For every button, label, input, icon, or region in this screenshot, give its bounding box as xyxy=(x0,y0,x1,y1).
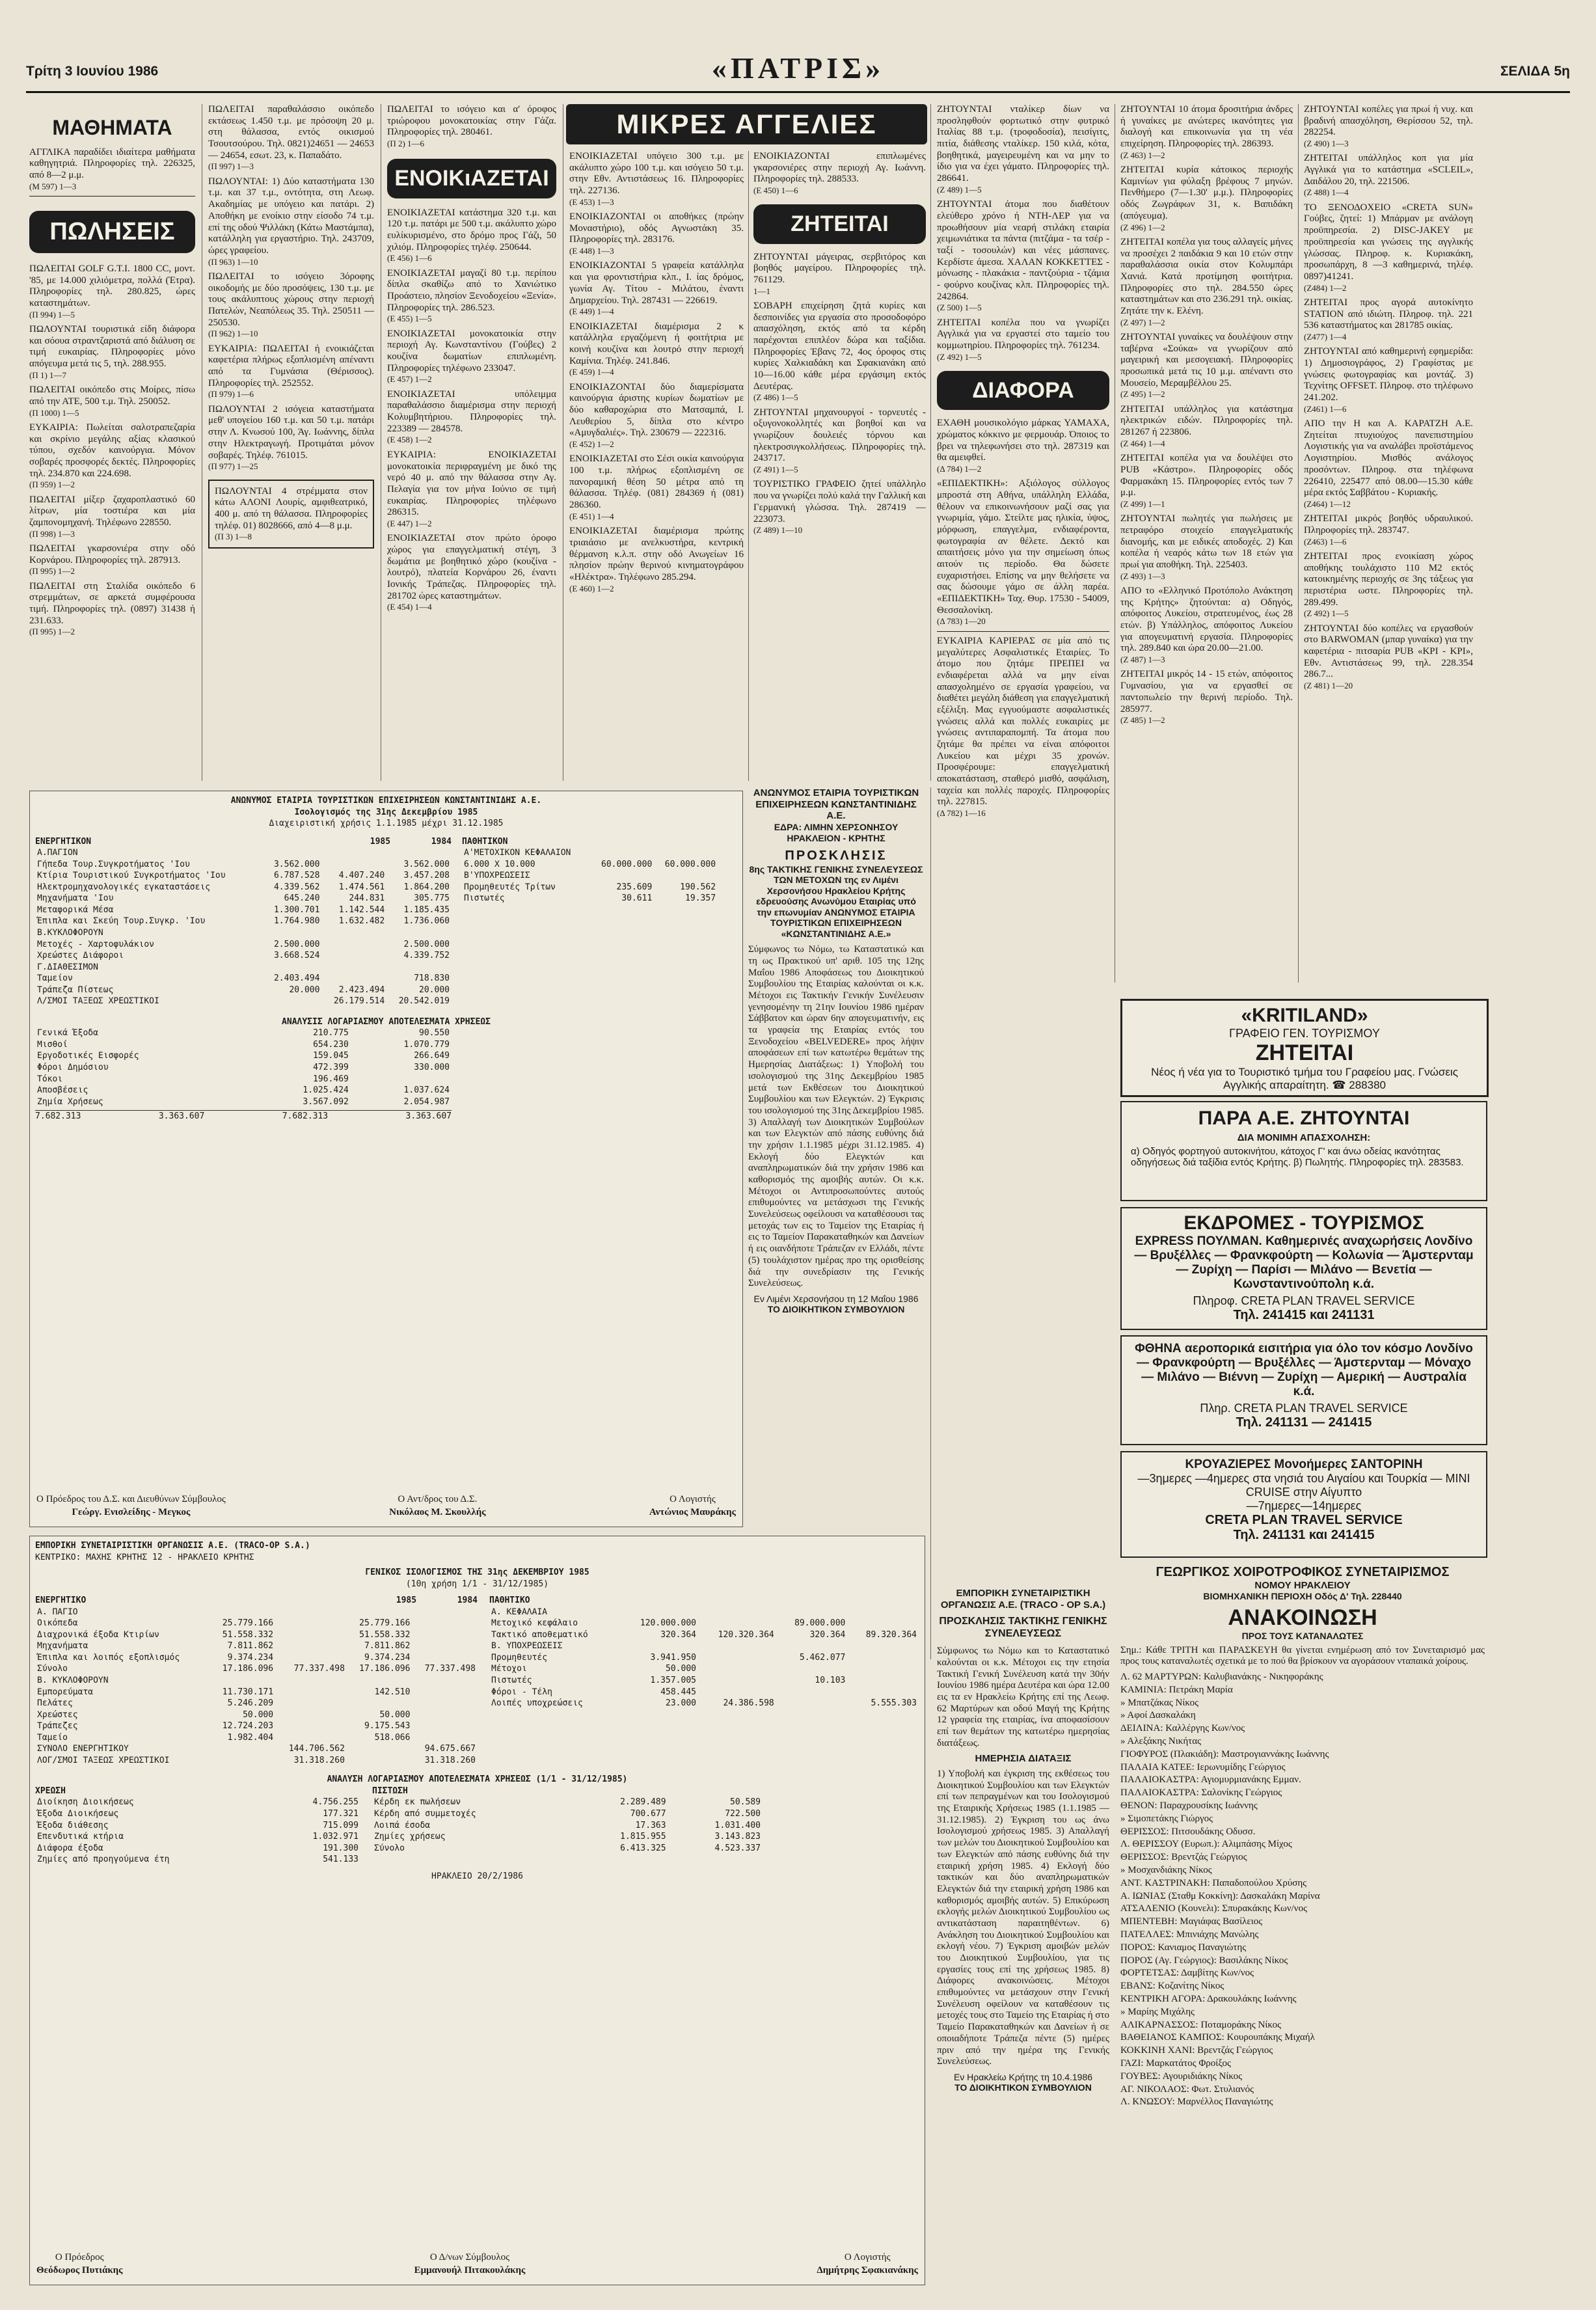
table-row: ΣΥΝΟΛΟ ΕΝΕΡΓΗΤΙΚΟΥ 144.706.562 94.675.667 xyxy=(37,1744,476,1754)
table-row: Γ.ΔΙΑΘΕΣΙΜΟΝ xyxy=(37,962,98,972)
list-item: ΠΑΛΑΙΑ ΚΑΤΕΕ: Ιερωνυμίδης Γεώργιος xyxy=(1120,1761,1286,1773)
classified-ad: ΕΝΟΙΚΙΑΖΕΤΑΙ μαγαζί 80 τ.μ. περίπου δίπλα σκαθίζω από το Χανιώτικο Προάστειο, πλησίον Ξενοδοχείου «Ξενία». Πληροφορίες τηλ. 286.523. (Ε 455) 1—5 xyxy=(387,267,556,324)
list-item: ΠΟΡΟΣ (Αγ. Γεώργιος): Βασιλάκης Νίκος xyxy=(1120,1955,1288,1966)
table-row: Σύνολο 6.413.325 4.523.337 xyxy=(374,1843,761,1853)
table-row: Σύνολο 17.186.096 77.337.498 17.186.096 77.337.498 xyxy=(37,1664,476,1674)
table-row: Έξοδα διάθεσης 715.099 xyxy=(37,1820,358,1830)
georgikos-announcement: ΓΕΩΡΓΙΚΟΣ ΧΟΙΡΟΤΡΟΦΙΚΟΣ ΣΥΝΕΤΑΙΡΙΣΜΟΣ ΝΟΜΟΥ ΗΡΑΚΛΕΙΟΥ ΒΙΟΜΗΧΑΝΙΚΗ ΠΕΡΙΟΧΗ Οδός Δ' Τηλ. 228440 ΑΝΑΚΟΙΝΩΣΗ ΠΡΟΣ ΤΟΥΣ ΚΑΤΑΝΑΛΩΤΕΣ Σημ.: Κάθε ΤΡΙΤΗ και ΠΑΡΑΣΚΕΥΗ θα γίνεται ενημέρωση από τον Συνεταιρισμό μας προς τους καταναλωτές σχετικά με το πού θα βρίσκουν να αγοράσουν νταπαικά χοίρους. Λ. 62 ΜΑΡΤΥΡΩΝ: Καλυβιανάκης - Νικηφοράκης ΚΑΜΙΝΙΑ: Πετράκη Μαρία » Μπατζάκας Νίκος » Αφοί Δασκαλάκη ΔΕΙΛΙΝΑ: Καλλέργης Κων/νος » Αλεξάκης Νικήτας ΓΙΟΦΥΡΟΣ (Πλακιάδη): Μαστρογιαννάκης Ιωάννης ΠΑΛΑΙΑ ΚΑΤΕΕ: Ιερωνυμίδης Γεώργιος ΠΑΛΑΙΟΚΑΣΤΡΑ: Αγιομυρμιανάκης Εμμαν. ΠΑΛΑΙΟΚΑΣΤΡΑ: Σαλονίκης Γεώργιος ΘΕΝΟΝ: Παραχρουσίκης Ιωάννης » Σιμοπετάκης Γιώργος ΘΕΡΙΣΣΟΣ: Πιτσουδάκης Οδυσσ. Λ. ΘΕΡΙΣΣΟΥ (Ευρωπ.): Αλιμπάσης Μίχος ΘΕΡΙΣΣΟΣ: Βρεντζάς Γεώργιος » Μοσχανδιάκης Νίκος ΑΝΤ. ΚΑΣΤΡΙΝΑΚΗ: Παπαδοπούλου Χρύσης Α. ΙΩΝΙΑΣ (Σταθμ Κοκκίνη): Δασκαλάκη Μαρίνα ΑΤΣΑΛΕΝΙΟ (Κουνελι): Σπυρακάκης Κων/νος ΜΠΕΝΤΕΒΗ: Μαγιάφας Βασίλειος ΠΑΤΕΛΛΕΣ: Μπινιάχης Μανώλης ΠΟΡΟΣ: Κανιαμος Παναγιώτης ΠΟΡΟΣ (Αγ. Γεώργιος): Βασιλάκης Νίκος ΦΟΡΤΕΤΣΑΣ: Δαμβίτης Κων/νος ΕΒΑΝΣ: Κοζανίτης Νίκος ΚΕΝΤΡΙΚΗ ΑΓΟΡΑ: Δρακουλάκης Ιωάννης » Μαρίης Μιχάλης ΑΛΙΚΑΡΝΑΣΣΟΣ: Ποταμοράκης Νίκος ΒΑΘΕΙΑΝΟΣ ΚΑΜΠΟΣ: Κουρουπάκης Μιχαήλ ΚΟΚΚΙΝΗ ΧΑΝΙ: Βρεντζάς Γεώργιος ΓΑΖΙ: Μαρκατάτος Φροίξος ΓΟΥΒΕΣ: Αγουριδιάκης Νίκος ΑΓ. ΝΙΚΟΛΑΟΣ: Φωτ. Στυλιανός Λ. ΚΝΩΣΟΥ: Μαρνέλλος Παναγιώτης xyxy=(1120,1565,1485,2281)
table-row: Β'ΥΠΟΧΡΕΩΣΕΙΣ xyxy=(464,871,530,881)
classified-ad: ΖΗΤΕΙΤΑΙ κοπέλα για τους αλλαγείς μήνες να προσέχει 2 παιδάκια 9 και 10 ετών στην παραθαλάσσια οικία στον Κολυμπάρι Χανιά. Κατά προτίμηση φοιτήτρια. Πληροφορίες στο τηλ. 284.550 ώρες καταστημάτων και στο 236.291 τηλ. οικίας. Ζητάτε την κ. Ελένη. (Ζ 497) 1—2 xyxy=(1120,236,1293,327)
list-item: Λ. 62 ΜΑΡΤΥΡΩΝ: Καλυβιανάκης - Νικηφοράκης xyxy=(1120,1672,1323,1682)
classified-ad: ΠΩΛΕΙΤΑΙ γκαρσονιέρα στην οδό Κορνάρου. Πληροφορίες τηλ. 287913. (Π 995) 1—2 xyxy=(29,543,195,577)
diafora-ad-list xyxy=(937,418,1109,627)
list-item: » Αλεξάκης Νικήτας xyxy=(1120,1735,1202,1746)
classified-ad: ΠΩΛΕΙΤΑΙ GOLF G.T.I. 1800 CC, μοντ. '85, με 14.000 χιλιόμετρα, πολλά (Έτρα). Πληροφορίες τηλ. 280.825, ώρες καταστημάτων. (Π 994) 1—5 xyxy=(29,263,195,319)
classified-ad: ΤΟ ΞΕΝΟΔΟΧΕΙΟ «CRETA SUN» Γούβες, ζητεί: 1) Μπάρμαν με ανάλογη προϋπηρεσία. 2) DISC-JAKEY με προϋπηρεσία και γνώσεις της αγγλικής γλώσσας. Πληροφ. κ. Κυριακάκη, προσωπάρχη, 8 —3 καθημερινά, τηλέφ. 0897)41241. (Ζ484) 1—2 xyxy=(1304,202,1473,293)
classified-ad: ΖΗΤΟΥΝΤΑΙ νταλίκερ δίων να προσληφθούν φορτωτικό στην φυτρικό Ιταλίας 88 τ.μ. (τροφοδοσία), πεισίγιτς, πιτία, διάθεσης νταλίκερ. 150 κιλά, κότα, βοηθητικά, μαγειρευμένη και να μην το ίδιο για να έχει γάματο. Πληροφορίες τηλ. 286641. (Ζ 489) 1—5 xyxy=(937,104,1109,195)
table-row: Γενικά Έξοδα 210.775 90.550 xyxy=(37,1028,450,1039)
table-row: Β. ΚΥΚΛΟΦΟΡΟΥΝ xyxy=(37,1676,109,1686)
col8-ad-list xyxy=(1304,104,1473,690)
table-row: Γήπεδα Τουρ.Συγκροτήματος 'Ιου 3.562.000 3.562.000 xyxy=(37,859,450,869)
list-item: ΓΑΖΙ: Μαρκατάτος Φροίξος xyxy=(1120,2058,1231,2069)
classified-ad: ΕΝΟΙΚΙΑΖΟΝΤΑΙ δύο διαμερίσματα καινούργια άριστης κυρίων δωματίων με δύο καθαροχώρια στο Ματσαμπά, Ι. Λευθερίου 5, δίπλα στο κέντρο «Αμυγδαλιές». Τηλ. 230679 — 222316. (Ε 452) 1—2 xyxy=(569,381,744,450)
table-row: Ζημίες από προηγούμενα έτη 541.133 xyxy=(37,1855,358,1865)
table-row: Μετοχές - Χαρτοφυλάκιον 2.500.000 2.500.000 xyxy=(37,939,450,949)
classified-ad: ΕΝΟΙΚΙΑΖΕΤΑΙ στον πρώτο όροφο χώρος για επαγγελματική στέγη, 3 δωμάτια με βοηθητικό χώρο (κουζίνα - λουτρό), πλατεία Κορνάρου 26, έναντι Ιονικής Τράπεζας. Πληροφορίες τηλ. 281702 ώρες καταστημάτων. (Ε 454) 1—4 xyxy=(387,533,556,612)
classified-ad: ΖΗΤΟΥΝΤΑΙ πωλητές για πωλήσεις με πετραφόρο στοιχείο επαγγελματικής διανομής, και με ειδικές αποδοχές. 2) Και κοπέλα ή νεαρός κάτω των 18 ετών για πρωί για αποθήκη. Τηλ. 225403. (Ζ 493) 1—3 xyxy=(1120,513,1293,581)
list-item: ΑΓ. ΝΙΚΟΛΑΟΣ: Φωτ. Στυλιανός xyxy=(1120,2084,1254,2095)
list-item: ΜΠΕΝΤΕΒΗ: Μαγιάφας Βασίλειος xyxy=(1120,1916,1263,1927)
col6-ad-list xyxy=(937,104,1109,362)
list-item: ΘΕΝΟΝ: Παραχρουσίκης Ιωάννης xyxy=(1120,1800,1258,1811)
ekdromes-ad: ΕΚΔΡΟΜΕΣ - ΤΟΥΡΙΣΜΟΣ EXPRESS ΠΟΥΛΜΑΝ. Καθημερινές αναχωρήσεις Λονδίνο — Βρυξέλλες — Φρανκφούρτη — Κολωνία — Άμστερνταμ — Ζυρίχη — Παρίσι — Μιλάνο — Βενετία — Κωνσταντινούπολη κ.ά. Πληροφ. CRETA PLAN TRAVEL SERVICE Τηλ. 241415 και 241131 xyxy=(1120,1207,1487,1330)
classified-ad: ΕΝΟΙΚΙΑΖΕΤΑΙ υπόγειο 300 τ.μ. με ακάλυπτο χώρο 100 τ.μ. και ισόγειο 50 τ.μ. στην Εθν. Αντιστάσεως 16. Πληροφορίες τηλ. 227136. (Ε 453) 1—3 xyxy=(569,151,744,207)
classified-ad: ΖΗΤΕΙΤΑΙ μικρός βοηθός υδραυλικού. Πληροφορίες τηλ. 283747. (Ζ463) 1—6 xyxy=(1304,513,1473,547)
signatures: Ο Πρόεδρος Θεόδωρος Πυτιάκης Ο Δ/νων Σύμβουλος Εμμανουήλ Πιτακουλάκης Ο Λογιστής Δημήτρης Σφακιανάκης xyxy=(36,2251,918,2276)
table-row: Ταμείο 1.982.404 518.066 xyxy=(37,1732,411,1743)
total: 3.363.607 xyxy=(405,1111,452,1122)
boxed-ad: ΠΩΛΟΥΝΤΑΙ 4 στρέμματα στον κάτω ΑΛΟΝΙ Λουρίς, αμφιθεατρικό, 400 μ. από τη θάλασσα. Πληροφορίες τηλέφ. 01) 8028666, από 4—8 μ.μ. (Π 3) 1—8 xyxy=(208,480,374,549)
table-row: Τράπεζες 12.724.203 9.175.543 xyxy=(37,1721,411,1732)
classified-ad: ΖΗΤΕΙΤΑΙ κυρία κάτοικος περιοχής Καμινίων για φύλαξη βρέφους 7 μηνών. Πενθήμερο (7—1.30' μ.μ.). Πληροφορίες οδός Ζωγράφων 31, κ. Βαπιδάκη (απόγευμα). (Ζ 496) 1—2 xyxy=(1120,165,1293,232)
list-item: ΘΕΡΙΣΣΟΣ: Πιτσουδάκης Οδυσσ. xyxy=(1120,1826,1256,1837)
list-item: ΓΟΥΒΕΣ: Αγουριδιάκης Νίκος xyxy=(1120,2071,1243,2082)
classified-ad: ΠΩΛΟΥΝΤΑΙ τουριστικά είδη διάφορα και σόουα στραντζαριστά από διάλυση σε τιμή ευκαιρίας. Πληροφορίες μόνο απόγευμα μετά τις 5, τηλ. 288.955. (Π 1) 1—7 xyxy=(29,324,195,380)
table-row: ΛΟΓ/ΣΜΟΙ ΤΑΞΕΩΣ ΧΡΕΩΣΤΙΚΟΙ 31.318.260 31.318.260 xyxy=(37,1755,476,1765)
column-8 xyxy=(1304,104,1473,983)
krouazieres-ad: ΚΡΟΥΑΖΙΕΡΕΣ Μονοήμερες ΣΑΝΤΟΡΙΝΗ —3ημερες —4ημερες στα νησιά του Αιγαίου και Τουρκία — MINI CRUISE στην Αίγυπτο —7ημερες—14ημερες CRETA PLAN TRAVEL SERVICE Τηλ. 241131 και 241415 xyxy=(1120,1451,1487,1558)
table-row: Διαχρονικά έξοδα Κτιρίων 51.558.332 51.558.332 xyxy=(37,1629,411,1640)
table-row: Μέτοχοι 50.000 xyxy=(491,1664,696,1674)
table-row: Έπιπλα και Σκεύη Τουρ.Συγκρ. 'Ιου 1.764.980 1.632.482 1.736.060 xyxy=(37,916,450,927)
fthina-ad: ΦΘΗΝΑ αεροπορικά εισιτήρια για όλο τον κόσμο Λονδίνο — Φρανκφούρτη — Βρυξέλλες — Άμστερνταμ — Μόναχο — Μιλάνο — Βιέννη — Ζυρίχη — Αμερική — Αυστραλία κ.ά. Πληρ. CRETA PLAN TRAVEL SERVICE Τηλ. 241131 — 241415 xyxy=(1120,1335,1487,1445)
list-item: ΠΑΛΑΙΟΚΑΣΤΡΑ: Αγιομυρμιανάκης Εμμαν. xyxy=(1120,1774,1301,1786)
list-item: ΠΑΤΕΛΛΕΣ: Μπινιάχης Μανώλης xyxy=(1120,1929,1259,1940)
classified-ad: ΖΗΤΕΙΤΑΙ υπάλληλος κοπ για μία Αγγλικά για το κατάστημα «SCLEIL», Δαιδάλου 20, τηλ. 221506. (Ζ 488) 1—4 xyxy=(1304,153,1473,198)
traco-invitation: ΕΜΠΟΡΙΚΗ ΣΥΝΕΤΑΙΡΙΣΤΙΚΗ ΟΡΓΑΝΩΣΙΣ Α.Ε. (TRACO - OP S.A.) ΠΡΟΣΚΛΗΣΙΣ ΤΑΚΤΙΚΗΣ ΓΕΝΙΚΗΣ ΣΥΝΕΛΕΥΣΕΩΣ Σύμφωνος τω Νόμω και το Καταστατικό καλούνται οι κ.κ. Μέτοχοι εις την ετησία Τακτική Γενική Συνέλευση κατά την 30ήν Ιουνίου 1986 ημέρα Δευτέρα και ώρα 12.00 εις τα εν Ηρακλείω Κρήτης επί της Λεωφ. 62 Μαρτύρων και οδού Μαγή της Κρήτης 12 γραφεία της εταιρίας, ίνα αποφασίσουν επί των θεμάτων της κατωτέρω ημερησίας διατάξεως. ΗΜΕΡΗΣΙΑ ΔΙΑΤΑΞΙΣ 1) Υποβολή και έγκριση της εκθέσεως του Διοικητικού Συμβουλίου και των Ελεγκτών επί των πεπραγμένων και του Ισολογισμού της Εταιρικής Χρήσεως 1985 (1.1.1985 — 31.12.1985). 2) Έγκριση του ως άνω Ισολογισμού χρήσεως 1985. 3) Απαλλαγή των μελών του Διοικητικού Συμβουλίου και των Ελεγκτών από πάσης ευθύνης διά την εταιρική χρήση 1985. 4) Εκλογή δύο τακτικών και δύο αναπληρωματικών Ελεγκτών διά την εταιρική χρήση 1986 και καθορισμός αμοιβής αυτών. 5) Επικύρωση εκλογής μελών Διοικητικού Συμβουλίου ως αντικατάσταση παραιτηθέντων. 6) Ανάκληση του Διοικητικού Συμβουλίου και εκλογή νέου. 7) Έγκριση αμοιβών μελών του Διοικητικού Συμβουλίου, για τις εργασίες τους επί της χρήσεως 1985. 8) Διάφορες ανακοινώσεις. Μέτοχοι επιθυμούντες να μετάσχουν στην Γενική Συνέλευση οφείλουν να καταθέσουν τις μετοχές τους στο Ταμείο της Εταιρίας ή στο Ταμείο Παρακαταθηκών και Δανείων ή σε οποιαδήποτε Τράπεζα πέντε (5) ημέρες πριν από την ημέρα της Γενικής Συνελεύσεως. Εν Ηρακλείω Κρήτης τη 10.4.1986 ΤΟ ΔΙΟΙΚΗΤΙΚΟΝ ΣΥΜΒΟΥΛΙΟΝ xyxy=(937,1588,1109,2093)
total: 3.363.607 xyxy=(158,1111,205,1122)
table-row: Φόροι - Τέλη 458.445 xyxy=(491,1687,696,1697)
list-item: ΔΕΙΛΙΝΑ: Καλλέργης Κων/νος xyxy=(1120,1723,1245,1734)
zitei-ad-list xyxy=(753,252,926,536)
list-item: » Μοσχανδιάκης Νίκος xyxy=(1120,1864,1212,1875)
table-row: Πιστωτές 30.611 19.357 xyxy=(464,893,716,904)
list-item: ΒΑΘΕΙΑΝΟΣ ΚΑΜΠΟΣ: Κουρουπάκης Μιχαήλ xyxy=(1120,2032,1315,2043)
classified-ad: ΕΝΟΙΚΙΑΖΕΤΑΙ υπόλειμμα παραθαλάσσιο διαμέρισμα στην περιοχή Κολυμβητήριου. Πληροφορίες τηλ. 223389 — 284578. (Ε 458) 1—2 xyxy=(387,388,556,445)
classified-ad: ΕΝΟΙΚΙΑΖΕΤΑΙ διαμέρισμα 2 κ κατάλληλα εργαζόμενη ή φοιτήτρια με κοινή κουζίνα και λουτρό στην περιοχή Καμίνια. Τηλέφ. 241.846. (Ε 459) 1—4 xyxy=(569,321,744,377)
retailer-list xyxy=(1120,1671,1485,2109)
table-row: Μετοχικό κεφάλαιο 120.000.000 89.000.000 xyxy=(491,1618,846,1629)
list-item: Λ. ΚΝΩΣΟΥ: Μαρνέλλος Παναγιώτης xyxy=(1120,2097,1273,2108)
classified-ad: ΕΝΟΙΚΙΑΖΟΝΤΑΙ 5 γραφεία κατάλληλα και για φροντιστήρια κλπ., Ι. ίας δρόμος, γωνία Αγ. Τίτου - Μιλάτου, έναντι Δημαρχείου. Τηλ. 287431 — 226619. (Ε 449) 1—4 xyxy=(569,260,744,317)
classified-ad: ΠΩΛΕΙΤΑΙ μίξερ ζαχαροπλαστικό 60 λίτρων, μία τοστιέρα και μία ζαμπονομηχανή. Τηλέφωνο 228550. (Π 998) 1—3 xyxy=(29,494,195,539)
col7-ad-list xyxy=(1120,104,1293,726)
table-row: Αποσβέσεις 1.025.424 1.037.624 xyxy=(37,1085,450,1096)
list-item: ΓΙΟΦΥΡΟΣ (Πλακιάδη): Μαστρογιαννάκης Ιωάννης xyxy=(1120,1748,1329,1760)
kritiland-ad: «KRITILAND» ΓΡΑΦΕΙΟ ΓΕΝ. ΤΟΥΡΙΣΜΟΥ ΖΗΤΕΙΤΑΙ Νέος ή νέα για το Τουριστικό τμήμα του Γραφείου μας. Γνώσεις Αγγλικής απαραίτητη. ☎ 288380 xyxy=(1120,999,1489,1097)
table-row: Διοίκηση Διοικήσεως 4.756.255 xyxy=(37,1797,358,1808)
poliseis-title: ΠΩΛΗΣΕΙΣ xyxy=(29,211,195,253)
table-row: Χρεώστες Διάφοροι 3.668.524 4.339.752 xyxy=(37,951,450,961)
classified-ad: ΖΗΤΟΥΝΤΑΙ από καθημερινή εφημερίδα: 1) Δημοσιογράφος, 2) Γραφίστας με γνώσεις φωτογραφίας και μοντάζ. 3) Τεχνίτης OFFSET. Πληροφ. στο τηλέφωνο 241.202. (Ζ461) 1—6 xyxy=(1304,346,1473,414)
classified-ad: ΖΗΤΕΙΤΑΙ μικρός 14 - 15 ετών, απόφοιτος Γυμνασίου, για να εργασθεί σε παντοπωλείο την θερινή περίοδο. Τηλ. 285977. (Ζ 485) 1—2 xyxy=(1120,669,1293,726)
classified-ad: ΖΗΤΕΙΤΑΙ κοπέλα που να γνωρίζει Αγγλικά για να εργαστεί στο ταμείο του κομμωτηρίου. Πληροφορίες τηλ. 761234. (Ζ 492) 1—5 xyxy=(937,317,1109,362)
table-row: Ζημίες χρήσεως 1.815.955 3.143.823 xyxy=(374,1832,761,1842)
list-item: ΕΒΑΝΣ: Κοζανίτης Νίκος xyxy=(1120,1981,1224,1992)
classified-ad: ΠΩΛΟΥΝΤΑΙ: 1) Δύο καταστήματα 130 τ.μ. και 37 τ.μ., οντότητα, στη Λεωφ. Ακαδημίας με υπόγειο και πατάρι. 2) Αποθήκη με ενοίκιο στην είσοδο 74 τ.μ. επί της οδού Ψιλλάκη (Κάτω Μαστάμπα), κατάλληλη για εργαστήριο. Τηλ. 243709, ώρες γραφείου. (Π 963) 1—10 xyxy=(208,176,374,267)
table-row: Ζημία Χρήσεως 3.567.092 2.054.987 xyxy=(37,1096,450,1107)
table-row: Έξοδα Διοικήσεως 177.321 xyxy=(37,1809,358,1819)
list-item: ΦΟΡΤΕΤΣΑΣ: Δαμβίτης Κων/νος xyxy=(1120,1968,1254,1979)
column-3 xyxy=(387,104,556,781)
assets-table xyxy=(35,847,452,1007)
classified-ad: ΕΝΟΙΚΙΑΖΕΤΑΙ κατάστημα 320 τ.μ. και 120 τ.μ. πατάρι με 500 τ.μ. ακάλυπτο χώρο ευλίκυρισμένο, στο δρόμο προς Γάζι, 50 χιλιόμ. Πληροφορίες τηλέφ. 250644. (Ε 456) 1—6 xyxy=(387,207,556,264)
col1-ad-list xyxy=(29,264,195,637)
classified-ad: ΣΟΒΑΡΗ επιχείρηση ζητά κυρίες και δεσποινίδες για εργασία στο προσοδοφόρο απασχόληση, εκτός από τα κέρδη παρέχονται επιπλέον δώρα και ταξίδια. Πληροφορίες Έβανς 72, 4ος όροφος στις κυρίες Χαλκιαδάκη και Σφακιανάκη από 10—16.00 κάθε μέρα εργάσιμη εκτός Δευτέρας. (Ζ 486) 1—5 xyxy=(753,300,926,403)
classified-ad: ΖΗΤΕΙΤΑΙ προς αγορά αυτοκίνητο STATION από ιδιώτη. Πληροφ. τηλ. 221 536 καταστήματος και 281785 οικίας. (Ζ477) 1—4 xyxy=(1304,297,1473,342)
table-row: Φόροι Δημόσιου 472.399 330.000 xyxy=(37,1063,450,1073)
classified-ad: ΑΠΟ το «Ελληνικό Προτόπολο Ανάκτηση της Κρήτης» ζητούνται: α) Οδηγός, απόφοιτος Λυκείου, στρατευμένος, έως 28 ετών. β) Υπάλληλος, απόφοιτος Λυκείου για απογευματινή εργασία. Πληροφορίες τηλ. 289.840 και ώρα 20.00—21.00. (Ζ 487) 1—3 xyxy=(1120,585,1293,665)
income-table xyxy=(372,1797,763,1854)
table-row: Προμηθευτές 3.941.950 5.462.077 xyxy=(491,1652,846,1663)
column-5 xyxy=(753,151,926,781)
table-row: Α'ΜΕΤΟΧΙΚΟΝ ΚΕΦΑΛΑΙΟΝ xyxy=(464,848,571,858)
list-item: ΘΕΡΙΣΣΟΣ: Βρεντζάς Γεώργιος xyxy=(1120,1852,1247,1863)
classified-ad: ΖΗΤΕΙΤΑΙ υπάλληλος για κατάστημα ηλεκτρικών ειδών. Πληροφορίες τηλ. 281267 ή 223806. (Ζ 464) 1—4 xyxy=(1120,403,1293,448)
pl-table xyxy=(35,1027,452,1107)
classified-ad: ΑΓΓΛΙΚΑ παραδίδει ιδιαίτερα μαθήματα καθηγητριά. Πληροφορίες τηλ. 226325, από 8—2 μ.μ. (Μ 597) 1—3 xyxy=(29,146,195,191)
issue-date: Τρίτη 3 Ιουνίου 1986 xyxy=(26,64,159,79)
table-row: Λοιπές υποχρεώσεις 23.000 24.386.598 5.555.303 xyxy=(491,1698,917,1709)
list-item: » Μπατζάκας Νίκος xyxy=(1120,1697,1199,1708)
table-row: Τόκοι 196.469 xyxy=(37,1074,349,1084)
table-row: Α. ΚΕΦΑΛΑΙΑ xyxy=(491,1607,548,1617)
classified-ad: ΕΥΚΑΙΡΙΑ: Πωλείται σαλοτραπεζαρία και σκρίνιο μεγάλης αξίας κλασικού τύπου, σχεδόν καινούργια. Μόνον σοβαρές προσφορές δεκτές. Πληροφορίες τηλ. 234.870 και 224.698. (Π 959) 1—2 xyxy=(29,422,195,490)
assets-table xyxy=(35,1607,478,1767)
classified-ad: ΠΩΛΟΥΝΤΑΙ 2 ισόγεια καταστήματα μεθ' υπογείου 160 τ.μ. και 50 τ.μ. πατάρι στην Λ. Κνωσού 100, Άγ. Ιωάννης, δίπλα στην Ηλεκτραγωγή. Προτιμάται μόνον σοβαρές. Τηλέφ. 761015. (Π 977) 1—25 xyxy=(208,403,374,472)
table-row: Έπιπλα και λοιπός εξοπλισμός 9.374.234 9.374.234 xyxy=(37,1652,411,1663)
table-row: Ταμείον 2.403.494 718.830 xyxy=(37,973,450,984)
para-ae-ad: ΠΑΡΑ Α.Ε. ΖΗΤΟΥΝΤΑΙ ΔΙΑ ΜΟΝΙΜΗ ΑΠΑΣΧΟΛΗΣΗ: α) Οδηγός φορτηγού αυτοκινήτου, κάτοχος Γ' και άνω οδείας ικανότητας οδηγήσεως διά ταξίδια εντός Κρήτης. β) Πωλητής. Πληροφορίες τηλ. 283583. xyxy=(1120,1101,1487,1201)
classified-ad: ΕΝΟΙΚΙΑΖΕΤΑΙ διαμέρισμα πρώτης τριαιάσιο με ανελκυστήρα, κεντρική θέρμανση κ.λ.π. στην οδό Ανωγείων 16 πλησίον πρώην θερινού κινηματογράφου «Ηλέκτρα». Τηλέφωνο 285.294. (Ε 460) 1—2 xyxy=(569,526,744,593)
balance-sheet-traco: ΕΜΠΟΡΙΚΗ ΣΥΝΕΤΑΙΡΙΣΤΙΚΗ ΟΡΓΑΝΩΣΙΣ Α.Ε. (TRACO-OP S.A.) ΚΕΝΤΡΙΚΟ: ΜΑΧΗΣ ΚΡΗΤΗΣ 12 - ΗΡΑΚΛΕΙΟ ΚΡΗΤΗΣ ΓΕΝΙΚΟΣ ΙΣΟΛΟΓΙΣΜΟΣ ΤΗΣ 31ης ΔΕΚΕΜΒΡΙΟΥ 1985 (10η χρήση 1/1 - 31/12/1985) ΕΝΕΡΓΗΤΙΚΟ 1985 1984 Α. ΠΑΓΙΟ Οικόπεδα 25.779.166 25.779.166 Διαχρονικά έξοδα Κτιρίων 51.558.332 51.558.332 Μηχανήματα 7.811.862 7.811.862 Έπιπλα και λοιπός εξοπλισμός 9.374.234 9.374.234 Σύνολο 17.186.096 77.337.498 17.186.096 77.337.498 Β. ΚΥΚΛΟΦΟΡΟΥΝ Εμπορεύματα 11.730.171 142.510 Πελάτες 5.246.209 Χρεώστες 50.000 50.000 Τράπεζες 12.724.203 9.175.543 Ταμείο 1.982.404 518.066 ΣΥΝΟΛΟ ΕΝΕΡΓΗΤΙΚΟΥ 144.706.562 94.675.667 ΛΟΓ/ΣΜΟΙ ΤΑΞΕΩΣ ΧΡΕΩΣΤΙΚΟΙ 31.318.260 31.318.260 ΠΑΘΗΤΙΚΟ Α. ΚΕΦΑΛΑΙΑ Μετοχικό κεφάλαιο 120.000.000 89.000.000 Τακτικό αποθεματικό 320.364 120.320.364 320.364 89.320.364 Β. ΥΠΟΧΡΕΩΣΕΙΣ Προμηθευτές 3.941.950 5.462.077 Μέτοχοι 50.000 Πιστωτές 1.357.005 10.103 Φόροι - Τέλη 458.445 Λοιπές υποχρεώσεις 23.000 24.386.598 5.555.303 ΑΝΑΛΥΣΗ ΛΟΓΑΡΙΑΣΜΟΥ ΑΠΟΤΕΛΕΣΜΑΤΑ ΧΡΗΣΕΩΣ (1/1 - 31/12/1985) ΧΡΕΩΣΗ Διοίκηση Διοικήσεως 4.756.255 Έξοδα Διοικήσεως 177.321 Έξοδα διάθεσης 715.099 Επενδυτικά κτήρια 1.032.971 Διάφορα έξοδα 191.300 Ζημίες από προηγούμενα έτη 541.133 ΠΙΣΤΩΣΗ Κέρδη εκ πωλήσεων 2.289.489 50.589 Κέρδη από συμμετοχές 700.677 722.500 Λοιπά έσοδα 17.363 1.031.400 Ζημίες χρήσεως 1.815.955 3.143.823 Σύνολο 6.413.325 4.523.337 ΗΡΑΚΛΕΙΟ 20/2/1986 Ο Πρόεδρος Θεόδωρος Πυτιάκης Ο Δ/νων Σύμβουλος Εμμανουήλ Πιτακουλάκης Ο Λογιστής Δημήτρης Σφακιανάκης xyxy=(29,1536,925,2285)
liabilities-table xyxy=(462,847,722,904)
table-row: Κέρδη εκ πωλήσεων 2.289.489 50.589 xyxy=(374,1797,761,1808)
col5-ad-list xyxy=(753,151,926,195)
table-row: Λ/ΣΜΟΙ ΤΑΞΕΩΣ ΧΡΕΩΣΤΙΚΟΙ 26.179.514 20.542.019 xyxy=(37,996,450,1007)
column-4 xyxy=(569,151,744,781)
classified-ad: ΠΩΛΕΙΤΑΙ παραθαλάσσιο οικόπεδο εκτάσεως 1.450 τ.μ. με πρόσοψη 20 μ. στη θάλασσα, εντός οικισμού Τσουτσούρου. Τηλ. 0821)24651 — 24653 — 24654, εσωτ. 23, κ. Παπαδάτο. (Π 997) 1—3 xyxy=(208,104,374,172)
table-row: Μεταφορικά Μέσα 1.300.701 1.142.544 1.185.435 xyxy=(37,904,450,915)
table-row: Β.ΚΥΚΛΟΦΟΡΟΥΝ xyxy=(37,928,103,938)
list-item: ΑΝΤ. ΚΑΣΤΡΙΝΑΚΗ: Παπαδοπούλου Χρύσης xyxy=(1120,1877,1307,1888)
table-row: Εργοδοτικές Εισφορές 159.045 266.649 xyxy=(37,1051,450,1061)
list-item: ΚΑΜΙΝΙΑ: Πετράκη Μαρία xyxy=(1120,1684,1233,1695)
table-row: Α. ΠΑΓΙΟ xyxy=(37,1607,78,1617)
classified-ad: ΖΗΤΕΙΤΑΙ κοπέλα για να δουλέψει στο PUB «Κάστρο». Πληροφορίες οδός Φαρμακάκη 15. Πληροφορίες εντός των 7 μ.μ. (Ζ 499) 1—1 xyxy=(1120,453,1293,509)
enoikiazetai-title: ΕΝΟΙΚιΑΖΕΤΑΙ xyxy=(387,159,556,198)
classified-ad: ΕΝΟΙΚΙΑΖΕΤΑΙ μονοκατοικία στην περιοχή Αγ. Κωνσταντίνου (Γούβες) 2 κουζίνα δωματίων επιπλωμένη. Πληροφορίες τηλέφωνο 233047. (Ε 457) 1—2 xyxy=(387,328,556,385)
column-2 xyxy=(208,104,374,781)
table-row: Τράπεζα Πίστεως 20.000 2.423.494 20.000 xyxy=(37,985,450,995)
classified-ad: ΖΗΤΟΥΝΤΑΙ γυναίκες να δουλέψουν στην ταβέρνα «Σούκα» να γνωρίζουν από μαγειρική και μεσογειακή. Πληροφορίες προσωπικά μετά τις 10 μ.μ. απέναντι στο Μουσείο, Μεραμβέλλου 25. (Ζ 495) 1—2 xyxy=(1120,331,1293,400)
newspaper-title: «ΠΑΤΡΙΣ» xyxy=(711,51,885,85)
list-item: ΠΟΡΟΣ: Κανιαμος Παναγιώτης xyxy=(1120,1942,1247,1953)
table-row: Β. ΥΠΟΧΡΕΩΣΕΙΣ xyxy=(491,1641,563,1651)
balance-sheet-konstantinidis: ΑΝΩΝΥΜΟΣ ΕΤΑΙΡΙΑ ΤΟΥΡΙΣΤΙΚΩΝ ΕΠΙΧΕΙΡΗΣΕΩΝ ΚΩΝΣΤΑΝΤΙΝΙΔΗΣ Α.Ε. Ισολογισμός της 31ης Δεκεμβρίου 1985 Διαχειριστική χρήσις 1.1.1985 μέχρι 31.12.1985 ΕΝΕΡΓΗΤΙΚΟΝ 1985 1984 Α.ΠΑΓΙΟΝ Γήπεδα Τουρ.Συγκροτήματος 'Ιου 3.562.000 3.562.000 Κτίρια Τουριστικού Συγκροτήματος 'Ιου 6.787.528 4.407.240 3.457.208 Ηλεκτρομηχανολογικές εγκαταστάσεις 4.339.562 1.474.561 1.864.200 Μηχανήματα 'Ιου 645.240 244.831 305.775 Μεταφορικά Μέσα 1.300.701 1.142.544 1.185.435 Έπιπλα και Σκεύη Τουρ.Συγκρ. 'Ιου 1.764.980 1.632.482 1.736.060 Β.ΚΥΚΛΟΦΟΡΟΥΝ Μετοχές - Χαρτοφυλάκιον 2.500.000 2.500.000 Χρεώστες Διάφοροι 3.668.524 4.339.752 Γ.ΔΙΑΘΕΣΙΜΟΝ Ταμείον 2.403.494 718.830 Τράπεζα Πίστεως 20.000 2.423.494 20.000 Λ/ΣΜΟΙ ΤΑΞΕΩΣ ΧΡΕΩΣΤΙΚΟΙ 26.179.514 20.542.019 ΠΑΘΗΤΙΚΟΝ Α'ΜΕΤΟΧΙΚΟΝ ΚΕΦΑΛΑΙΟΝ 6.000 Χ 10.000 60.000.000 60.000.000 Β'ΥΠΟΧΡΕΩΣΕΙΣ Προμηθευτές Τρίτων 235.609 190.562 Πιστωτές 30.611 19.357 ΑΝΑΛΥΣΙΣ ΛΟΓΑΡΙΑΣΜΟΥ ΑΠΟΤΕΛΕΣΜΑΤΑ ΧΡΗΣΕΩΣ Γενικά Έξοδα 210.775 90.550 Μισθοί 654.230 1.070.779 Εργοδοτικές Εισφορές 159.045 266.649 Φόροι Δημόσιου 472.399 330.000 Τόκοι 196.469 Αποσβέσεις 1.025.424 1.037.624 Ζημία Χρήσεως 3.567.092 2.054.987 7.682.313 3.363.607 7.682.313 3.363.607 Ο Πρόεδρος του Δ.Σ. και Διευθύνων Σύμβουλος Γεώργ. Ενισλείδης - Μεγκος Ο Αντ/δρος του Δ.Σ. Νικόλαος Μ. Σκουλλής Ο Λογιστής Αντώνιος Μαυράκης xyxy=(29,791,743,1527)
column-6 xyxy=(937,104,1109,1100)
classified-ad: ΕΥΚΑΙΡΙΑ: ΕΝΟΙΚΙΑΖΕΤΑΙ μονοκατοικία περιφραγμένη με δικό της νερό 40 μ. από την θάλασσα στην Αγ. Πελαγία για τον μήνα Ιούνιο σε τιμή ευκαιρίας. Πληροφορίες τηλέφωνο 286315. (Ε 447) 1—2 xyxy=(387,449,556,528)
expenses-table xyxy=(35,1797,360,1865)
classified-ad: ΕΝΟΙΚΙΑΖΕΤΑΙ στο Σέσι οικία καινούργια 100 τ.μ. πλήρως εξοπλισμένη σε πανοραμική θέση 50 μέτρα από τη θάλασσα. Τηλέφ. (081) 284369 ή (081) 286360. (Ε 451) 1—4 xyxy=(569,454,744,521)
table-row: Επενδυτικά κτήρια 1.032.971 xyxy=(37,1832,358,1842)
table-row: Μηχανήματα 'Ιου 645.240 244.831 305.775 xyxy=(37,893,450,904)
classified-ad: ΕΝΟΙΚΙΑΖΟΝΤΑΙ οι αποθήκες (πρώην Μοναστήριο), οδός Αγνωστάκη 35. Πληροφορίες τηλ. 283176. (Ε 448) 1—3 xyxy=(569,211,744,256)
column-1 xyxy=(29,104,195,781)
list-item: Α. ΙΩΝΙΑΣ (Σταθμ Κοκκίνη): Δασκαλάκη Μαρίνα xyxy=(1120,1890,1320,1901)
signatures: Ο Πρόεδρος του Δ.Σ. και Διευθύνων Σύμβουλος Γεώργ. Ενισλείδης - Μεγκος Ο Αντ/δρος του Δ.Σ. Νικόλαος Μ. Σκουλλής Ο Λογιστής Αντώνιος Μαυράκης xyxy=(36,1493,736,1517)
classified-ad: ΤΟΥΡΙΣΤΙΚΟ ΓΡΑΦΕΙΟ ζητεί υπάλληλο που να γνωρίζει πολύ καλά την Γαλλική και Γερμανική γλώσσα. Τηλ. 287419 — 223073. (Ζ 489) 1—10 xyxy=(753,479,926,536)
classified-ad: ΑΠΟ την Η και Α. ΚΑΡΑΤΖΗ Α.Ε. Ζητείται πτυχιούχος πανεπιστημίου Λογιστικής για να αναλάβει προϊστάμενος Λογιστηρίου. Μισθός ανάλογος προσόντων. Πληροφ. στα τηλέφωνα 226410, 225477 από 08.00—15.30 κάθε μέρα εκτός Σαββάτου - Κυριακής. (Ζ464) 1—12 xyxy=(1304,418,1473,509)
classified-ad: ΖΗΤΕΙΤΑΙ προς ενοικίαση χώρος αποθήκης τουλάχιστο 110 Μ2 εκτός κατοικημένης περιοχής σε 3ης τάξεως για περιστέρια ωστε. Πληροφορίες τηλ. 289.499. (Ζ 492) 1—5 xyxy=(1304,550,1473,619)
list-item: » Σιμοπετάκης Γιώργος xyxy=(1120,1813,1213,1824)
table-row: Οικόπεδα 25.779.166 25.779.166 xyxy=(37,1618,411,1629)
total: 7.682.313 xyxy=(35,1111,81,1122)
table-row: Ηλεκτρομηχανολογικές εγκαταστάσεις 4.339.562 1.474.561 1.864.200 xyxy=(37,882,450,892)
classified-ad: ΕΥΚΑΙΡΙΑ ΚΑΡΙΕΡΑΣ σε μία από τις μεγαλύτερες Ασφαλιστικές Εταιρίες. Το άτομο που ζητάμε ΠΡΕΠΕΙ να ενδιαφέρεται αλλά να μην είναι απασχολημένο σε εργασία γραφείου, να διαθέτει μεγάλη διάθεση για επαγγελματική εξέλιξη. Μας εγγυούμαστε ασφαλιστικές γνώσεις αλλά και πολλές ευκαιρίες με γνώσεις αντιπαραπομπή. Τα άτομα που ζητάμε θα πρέπει να είναι απόφοιτοι Λυκείου και μέχρι 35 χρονών. Προσφέρουμε: επαγγελματική αποκατάσταση, σταθερό μισθό, ασφάλιση, ταχεία και πολλές παροχές. Πληροφορίες τηλ. 227815. (Δ 782) 1—16 xyxy=(937,635,1109,819)
list-item: ΑΤΣΑΛΕΝΙΟ (Κουνελι): Σπυρακάκης Κων/νος xyxy=(1120,1903,1308,1914)
classified-ad: ΖΗΤΟΥΝΤΑΙ μηχανουργοί - τορνευτές - οξυγονοκολλητές και βοηθοί και να γνωρίζουν δουλειές τόρνου και ηλεκτροσυγκολλήσεως. Πληροφορίες τηλ. 243717. (Ζ 491) 1—5 xyxy=(753,407,926,475)
table-row: Εμπορεύματα 11.730.171 142.510 xyxy=(37,1687,411,1697)
diafora-title: ΔΙΑΦΟΡΑ xyxy=(937,371,1109,410)
table-row: Μηχανήματα 7.811.862 7.811.862 xyxy=(37,1641,411,1651)
table-row: Κτίρια Τουριστικού Συγκροτήματος 'Ιου 6.787.528 4.407.240 3.457.208 xyxy=(37,871,450,881)
table-row: Χρεώστες 50.000 50.000 xyxy=(37,1709,411,1720)
page-number: ΣΕΛΙΔΑ 5η xyxy=(1500,64,1570,79)
list-item: » Μαρίης Μιχάλης xyxy=(1120,2006,1195,2017)
mikres-aggelies-banner: ΜΙΚΡΕΣ ΑΓΓΕΛΙΕΣ xyxy=(566,104,927,144)
list-item: ΚΕΝΤΡΙΚΗ ΑΓΟΡΑ: Δρακουλάκης Ιωάννης xyxy=(1120,1993,1297,2004)
classified-ad: «ΕΠΙΔΕΚΤΙΚΗ»: Αξιόλογος σύλλογος μπροστά στη Αθήνα, υπάλληλη Ελλάδα, θέλουν να επικοινωνήσουν μαζί σας για γνωριμία, γάμο. Στείλτε μας ηλικία, ύψος, μόρφωση, επαγγελμα, ενδιαφέροντα, φωτογραφία αν θέλετε. Δεκτό και απαιτήσεις μόνο για την σημείωση όπως αιτούν τις περίοδο. Θα δώσετε ευχαριστήσει. Επίσης να μην θελήσετε να σας δώσουμε γάμο σε άλλη παρέα. «ΕΠΙΔΕΚΤΙΚΗ» Ταχ. Θυρ. 17530 - 54009, Θεσσαλονίκη. (Δ 783) 1—20 xyxy=(937,478,1109,627)
table-row: Διάφορα έξοδα 191.300 xyxy=(37,1843,358,1853)
list-item: » Αφοί Δασκαλάκη xyxy=(1120,1710,1196,1721)
classified-ad: ΖΗΤΟΥΝΤΑΙ άτομα που διαθέτουν ελεύθερο χρόνο ή ΝΤΗ-ΛΕΡ για να προωθήσουν μία νεαρή στιλάκη εταιρία χειμωνιάτικα τα πάντα (πιτζάμα - τα τσέρ - ταξί - τοσουλών) και νέες μάσπανες. Κερδίστε άμεσα. ΧΑΛΑΝ ΚΟΚΚΕΤΤΕΣ - μόνωσης - πλακάκια - παντζούρια - τζάμια - φούρνο κουζίνας κλπ. Πληροφορίες τηλ. 242864. (Ζ 500) 1—5 xyxy=(937,199,1109,313)
classified-ad: ΕΥΚΑΙΡΙΑ: ΠΩΛΕΙΤΑΙ ή ενοικιάζεται καφετέρια πλήρως εξοπλισμένη απέναντι από τα Γυμνάσια (Θέρισσος). Πληροφορίες τηλ. 252552. (Π 979) 1—6 xyxy=(208,343,374,400)
classified-ad: ΠΩΛΕΙΤΑΙ οικόπεδο στις Μοίρες, πίσω από την ΑΤΕ, 500 τ.μ. Τηλ. 250052. (Π 1000) 1—5 xyxy=(29,385,195,418)
zitountai-title: ΖΗΤΕΙΤΑΙ xyxy=(753,204,926,243)
list-item: ΑΛΙΚΑΡΝΑΣΣΟΣ: Ποταμοράκης Νίκος xyxy=(1120,2019,1282,2030)
table-row: Τακτικό αποθεματικό 320.364 120.320.364 320.364 89.320.364 xyxy=(491,1629,917,1640)
table-row: Α.ΠΑΓΙΟΝ xyxy=(37,848,78,858)
column-7 xyxy=(1120,104,1293,983)
liabilities-table xyxy=(489,1607,919,1709)
table-row: Κέρδη από συμμετοχές 700.677 722.500 xyxy=(374,1809,761,1819)
classified-ad: ΖΗΤΟΥΝΤΑΙ 10 άτομα δροσιτήρια άνδρες ή γυναίκες με ανώτερες ικανότητες για διαλογή και επικοινωνία για τη νέα επιχείρηση. Πληροφορίες τηλ. 286393. (Ζ 463) 1—2 xyxy=(1120,104,1293,160)
table-row: 6.000 Χ 10.000 60.000.000 60.000.000 xyxy=(464,859,716,869)
classified-ad: ΕΧΑΘΗ μουσικολόγιο μάρκας YAMAXA, χρώματος κόκκινο με φερμουάρ. Όποιος το βρει να τηλεφωνήσει στο τηλ. 287319 και θα αμειφθεί. (Δ 784) 1—2 xyxy=(937,418,1109,474)
classified-ad: ΕΝΟΙΚΙΑΖΟΝΤΑΙ επιπλωμένες γκαρσονιέρες στην περιοχή Αγ. Ιωάννη. Πληροφορίες τηλ. 288533. (Ε 450) 1—6 xyxy=(753,151,926,196)
classified-ad: ΠΩΛΕΙΤΑΙ το ισόγειο και α' όροφος τριώροφου μονοκατοικίας στην Γάζα. Πληροφορίες τηλ. 280461. (Π 2) 1—6 xyxy=(387,104,556,149)
classified-ad: ΖΗΤΟΥΝΤΑΙ μάγειρας, σερβιτόρος και βοηθός μαγείρου. Πληροφορίες τηλ. 761129. 1—1 xyxy=(753,251,926,296)
col2-ad-list xyxy=(208,104,374,472)
masthead xyxy=(26,46,1570,93)
table-row: Μισθοί 654.230 1.070.779 xyxy=(37,1039,450,1050)
table-row: Πελάτες 5.246.209 xyxy=(37,1698,274,1709)
mathimata-title: ΜΑΘΗΜΑΤΑ xyxy=(52,116,172,139)
classified-ad: ΖΗΤΟΥΝΤΑΙ δύο κοπέλες να εργασθούν στο BARWOMAN (μπαρ γυναίκα) για την καφετέρια - πιτσαρία PUB «ΚΡΙ - ΚΡΙ», Εθν. Αντιστάσεως 99, τηλ. 228.354 286.7... (Ζ 481) 1—20 xyxy=(1304,623,1473,691)
classified-ad: ΖΗΤΟΥΝΤΑΙ κοπέλες για πρωί ή νυχ. και βραδινή απασχόληση, Θερίσσου 52, τηλ. 282254. (Ζ 490) 1—3 xyxy=(1304,104,1473,149)
list-item: ΚΟΚΚΙΝΗ ΧΑΝΙ: Βρεντζάς Γεώργιος xyxy=(1120,2045,1273,2056)
total: 7.682.313 xyxy=(282,1111,329,1122)
col4-ad-list xyxy=(569,151,744,593)
list-item: Λ. ΘΕΡΙΣΣΟΥ (Ευρωπ.): Αλιμπάσης Μίχος xyxy=(1120,1839,1292,1850)
ktx-invitation: ΑΝΩΝΥΜΟΣ ΕΤΑΙΡΙΑ ΤΟΥΡΙΣΤΙΚΩΝ ΕΠΙΧΕΙΡΗΣΕΩΝ ΚΩΝΣΤΑΝΤΙΝΙΔΗΣ Α.Ε. ΕΔΡΑ: ΛΙΜΗΝ ΧΕΡΣΟΝΗΣΟΥ ΗΡΑΚΛΕΙΟΝ - ΚΡΗΤΗΣ ΠΡΟΣΚΛΗΣΙΣ 8ης ΤΑΚΤΙΚΗΣ ΓΕΝΙΚΗΣ ΣΥΝΕΛΕΥΣΕΩΣ ΤΩΝ ΜΕΤΟΧΩΝ της εν Λιμένι Χερσονήσου Ηρακλείου Κρήτης εδρευούσης Ανωνύμου Εταιρίας υπό την επωνυμίαν ΑΝΩΝΥΜΟΣ ΕΤΑΙΡΙΑ ΤΟΥΡΙΣΤΙΚΩΝ ΕΠΙΧΕΙΡΗΣΕΩΝ «ΚΩΝΣΤΑΝΤΙΝΙΔΗΣ Α.Ε.» Σύμφωνος τω Νόμω, τω Καταστατικώ και τη ως Πρακτικού υπ' αριθ. 105 της 12ης Μαΐου 1986 Αποφάσεως του Διοικητικού Συμβουλίου της Εταιρίας καλούνται οι κ.κ. Μέτοχοι εις Τακτικήν Γενικήν Συνέλευσιν γενησομένην τη 21ην Ιουνίου 1986 ημέραν Σάββατον και ώραν 6ην απογευματινήν, εις τα γραφεία της Εταιρίας εντός του Ξενοδοχείου «BELVEDERE» προς λήψιν αποφάσεων επί των κατωτέρω θεμάτων της Ημερησίας Διατάξεως: 1) Υποβολή του ισολογισμού της 31ης Δεκεμβρίου 1985 μετά των Εκθέσεων του Διοικητικού Συμβουλίου και των Ελεγκτών. 2) Έγκρισις του ισολογισμού της 31ης Δεκεμβρίου 1985. 3) Απαλλαγή των Διοικητικών Συμβούλων και των Ελεγκτών από πάσης ευθύνης διά την χρήσιν 1.1.1985 μέχρι 31.12.1985. 4) Εκλογή δύο Ελεγκτών και αναπληρωματικών διά την χρήσιν 1986 και καθορισμός της αμοιβής αυτών. Οι κ.κ. Μέτοχοι οι Αντιπροσωπούντες αυτούς επιθυμούντες να μετάσχωσι της Γενικής Συνελεύσεως οφείλουσι να καταθέσουσι τας μετοχάς των εις το Ταμείον της Εταιρίας ή εις το Ταμείον Παρακαταθηκών και Δανείων ή εις οιανδήποτε Τράπεζαν εν Ελλάδι, πέντε (5) τουλάχιστον ημέρας προ της ορισθείσης διά την συνεδρίασιν της Γενικής Συνελεύσεως. Εν Λιμένι Χερσονήσου τη 12 Μαΐου 1986 ΤΟ ΔΙΟΙΚΗΤΙΚΟΝ ΣΥΜΒΟΥΛΙΟΝ xyxy=(748,787,924,1315)
col3-ad-list xyxy=(387,208,556,612)
classified-ad: ΠΩΛΕΙΤΑΙ το ισόγειο 3όροφης οικοδομής με δύο προσόψεις, 130 τ.μ. με τους ακάλυπτους χώρους στην περιοχή Πατελών, Νεαπόλεως 35. Τηλ. 250511 — 250530. (Π 962) 1—10 xyxy=(208,271,374,339)
table-row: Προμηθευτές Τρίτων 235.609 190.562 xyxy=(464,882,716,892)
table-row: Λοιπά έσοδα 17.363 1.031.400 xyxy=(374,1820,761,1830)
table-row: Πιστωτές 1.357.005 10.103 xyxy=(491,1676,846,1686)
classified-ad: ΠΩΛΕΙΤΑΙ στη Σταλίδα οικόπεδο 6 στρεμμάτων, σε αρκετά συμφέρουσα τιμή. Πληροφορίες τηλ. (0897) 31438 ή 231.633. (Π 995) 1—2 xyxy=(29,580,195,637)
list-item: ΠΑΛΑΙΟΚΑΣΤΡΑ: Σαλονίκης Γεώργιος xyxy=(1120,1787,1282,1799)
